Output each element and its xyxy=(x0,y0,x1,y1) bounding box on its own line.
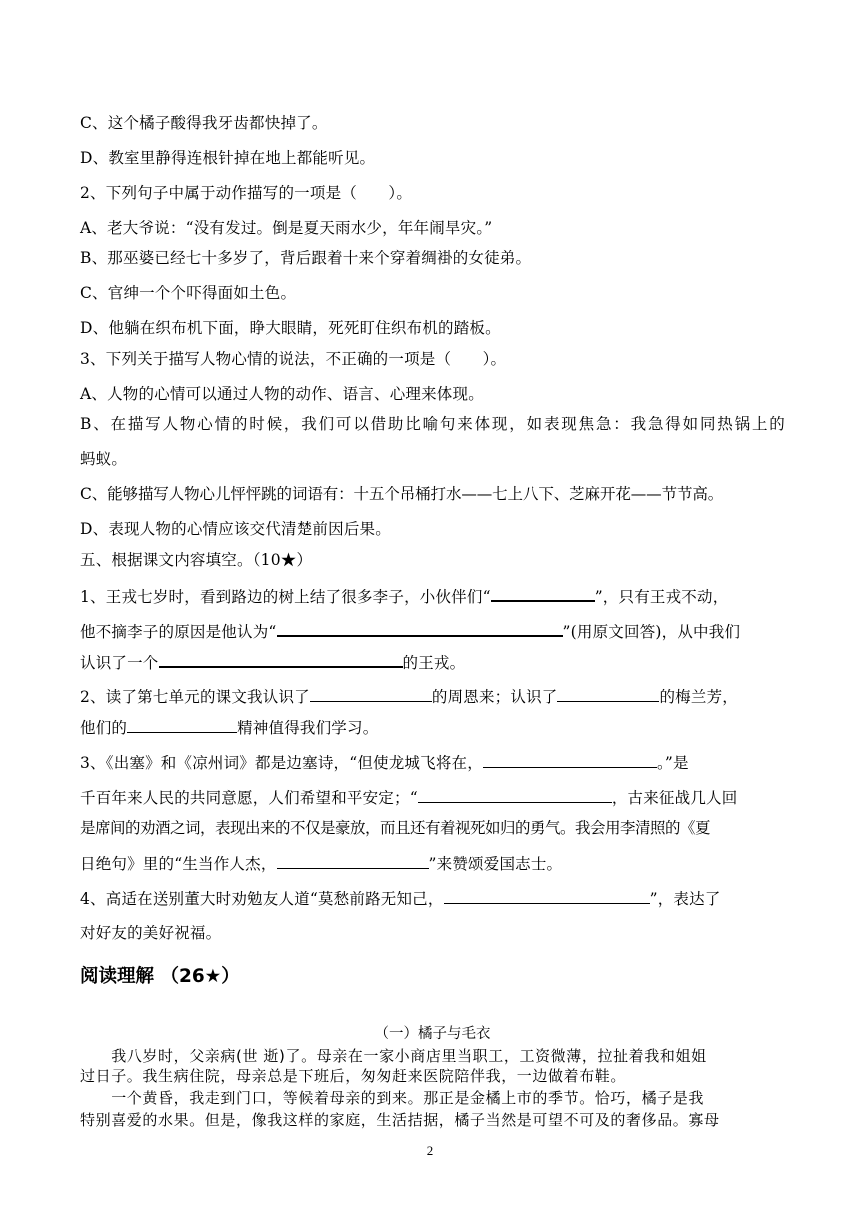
fill-blank[interactable] xyxy=(159,651,403,668)
option-a-q3: A、人物的心情可以通过人物的动作、语言、心理来体现。 xyxy=(80,385,484,403)
passage-line: 我八岁时，父亲病(世 逝)了。母亲在一家小商店里当职工，工资微薄，拉扯着我和姐姐 xyxy=(80,1047,707,1065)
page-number: 2 xyxy=(426,1143,434,1158)
fill-q3-line1 xyxy=(80,752,785,773)
passage-title: （一）橘子与毛衣 xyxy=(374,1026,491,1042)
option-b-q3: B、在描写人物心情的时候，我们可以借助比喻句来体现，如表现焦急：我急得如同热锅上的 xyxy=(80,415,785,433)
fill-q1-text-c: 他不摘李子的原因是他认为“ xyxy=(80,623,277,641)
fill-blank[interactable] xyxy=(127,717,237,733)
fill-q2-text-e: 精神值得我们学习。 xyxy=(237,719,379,737)
passage-line: 过日子。我生病住院，母亲总是下班后，匆匆赶来医院陪伴我，一边做着布鞋。 xyxy=(80,1067,627,1085)
fill-blank[interactable] xyxy=(444,888,650,904)
fill-q3-line2 xyxy=(80,787,785,808)
fill-q2-line1 xyxy=(80,686,785,707)
fill-q2-text-a: 2、读了第七单元的课文我认识了 xyxy=(80,688,310,706)
fill-blank[interactable] xyxy=(491,585,595,602)
fill-blank[interactable] xyxy=(483,752,657,768)
fill-q2-text-c: 的梅兰芳， xyxy=(659,688,738,706)
fill-q1-text-b: ”，只有王戎不动， xyxy=(594,588,729,606)
fill-q3-line3: 是席间的劝酒之词，表现出来的不仅是豪放，而且还有着视死如归的勇气。我会用李清照的《夏 xyxy=(80,819,711,837)
fill-q1-line3 xyxy=(80,651,785,673)
fill-q3-text-c: 千百年来人民的共同意愿，人们希望和平安定；“ xyxy=(80,789,418,807)
fill-q3-text-e: 日绝句》里的“生当作人杰， xyxy=(80,855,277,873)
fill-q1-text-f: 的王戎。 xyxy=(402,654,466,672)
question-2: 2、下列句子中属于动作描写的一项是（ ）。 xyxy=(80,184,413,202)
fill-q4-line1 xyxy=(80,888,785,909)
option-c-q3: C、能够描写人物心儿怦怦跳的词语有：十五个吊桶打水——七上八下、芝麻开花——节节高。 xyxy=(80,485,724,503)
fill-q1-line1 xyxy=(80,585,785,607)
fill-q1-line2 xyxy=(80,620,785,642)
fill-q3-text-a: 3、《出塞》和《凉州词》都是边塞诗，“但使龙城飞将在， xyxy=(80,754,483,772)
option-d-q3: D、表现人物的心情应该交代清楚前因后果。 xyxy=(80,520,391,538)
fill-q2-text-d: 他们的 xyxy=(80,719,128,737)
option-d-q2: D、他躺在织布机下面，睁大眼睛，死死盯住织布机的踏板。 xyxy=(80,319,501,337)
fill-q1-text-e: 认识了一个 xyxy=(80,654,159,672)
option-d-q1: D、教室里静得连根针掉在地上都能听见。 xyxy=(80,149,376,167)
fill-blank[interactable] xyxy=(277,620,563,637)
passage-line: 一个黄昏，我走到门口，等候着母亲的到来。那正是金橘上市的季节。恰巧，橘子是我 xyxy=(80,1089,705,1107)
option-a-q2: A、老大爷说：“没有发过。倒是夏天雨水少，年年闹旱灾。” xyxy=(80,219,493,237)
fill-q3-text-d: ，古来征战几人回 xyxy=(611,789,738,807)
fill-q4-text-a: 4、高适在送别董大时劝勉友人道“莫愁前路无知己， xyxy=(80,890,444,908)
fill-q3-text-b: 。”是 xyxy=(656,754,689,772)
fill-q2-line2 xyxy=(80,717,785,738)
fill-q4-line2: 对好友的美好祝福。 xyxy=(80,924,222,942)
fill-blank[interactable] xyxy=(310,686,432,702)
option-c-q1: C、这个橘子酸得我牙齿都快掉了。 xyxy=(80,114,328,132)
fill-q3-text-f: ”来赞颂爱国志士。 xyxy=(428,855,563,873)
question-3: 3、下列关于描写人物心情的说法，不正确的一项是（ ）。 xyxy=(80,350,507,368)
option-b-q3-continued: 蚂蚁。 xyxy=(80,450,128,468)
section-five-heading: 五、根据课文内容填空。（10★） xyxy=(80,551,313,569)
fill-q1-text-d: ”(用原文回答)，从中我们 xyxy=(562,623,741,641)
passage-line: 特别喜爱的水果。但是，像我这样的家庭，生活拮据，橘子当然是可望不可及的奢侈品。寡母 xyxy=(80,1111,720,1129)
fill-q4-text-b: ”，表达了 xyxy=(649,890,721,908)
fill-q1-text-a: 1、王戎七岁时，看到路边的树上结了很多李子，小伙伴们“ xyxy=(80,588,491,606)
fill-blank[interactable] xyxy=(277,853,429,869)
option-c-q2: C、官绅一个个吓得面如土色。 xyxy=(80,284,297,302)
reading-section-title: 阅读理解 （26★） xyxy=(80,966,240,987)
option-b-q2: B、那巫婆已经七十多岁了，背后跟着十来个穿着绸褂的女徒弟。 xyxy=(80,249,532,267)
fill-q2-text-b: 的周恩来；认识了 xyxy=(431,688,558,706)
fill-blank[interactable] xyxy=(557,686,659,702)
fill-q3-line4 xyxy=(80,853,785,874)
fill-blank[interactable] xyxy=(418,787,612,803)
